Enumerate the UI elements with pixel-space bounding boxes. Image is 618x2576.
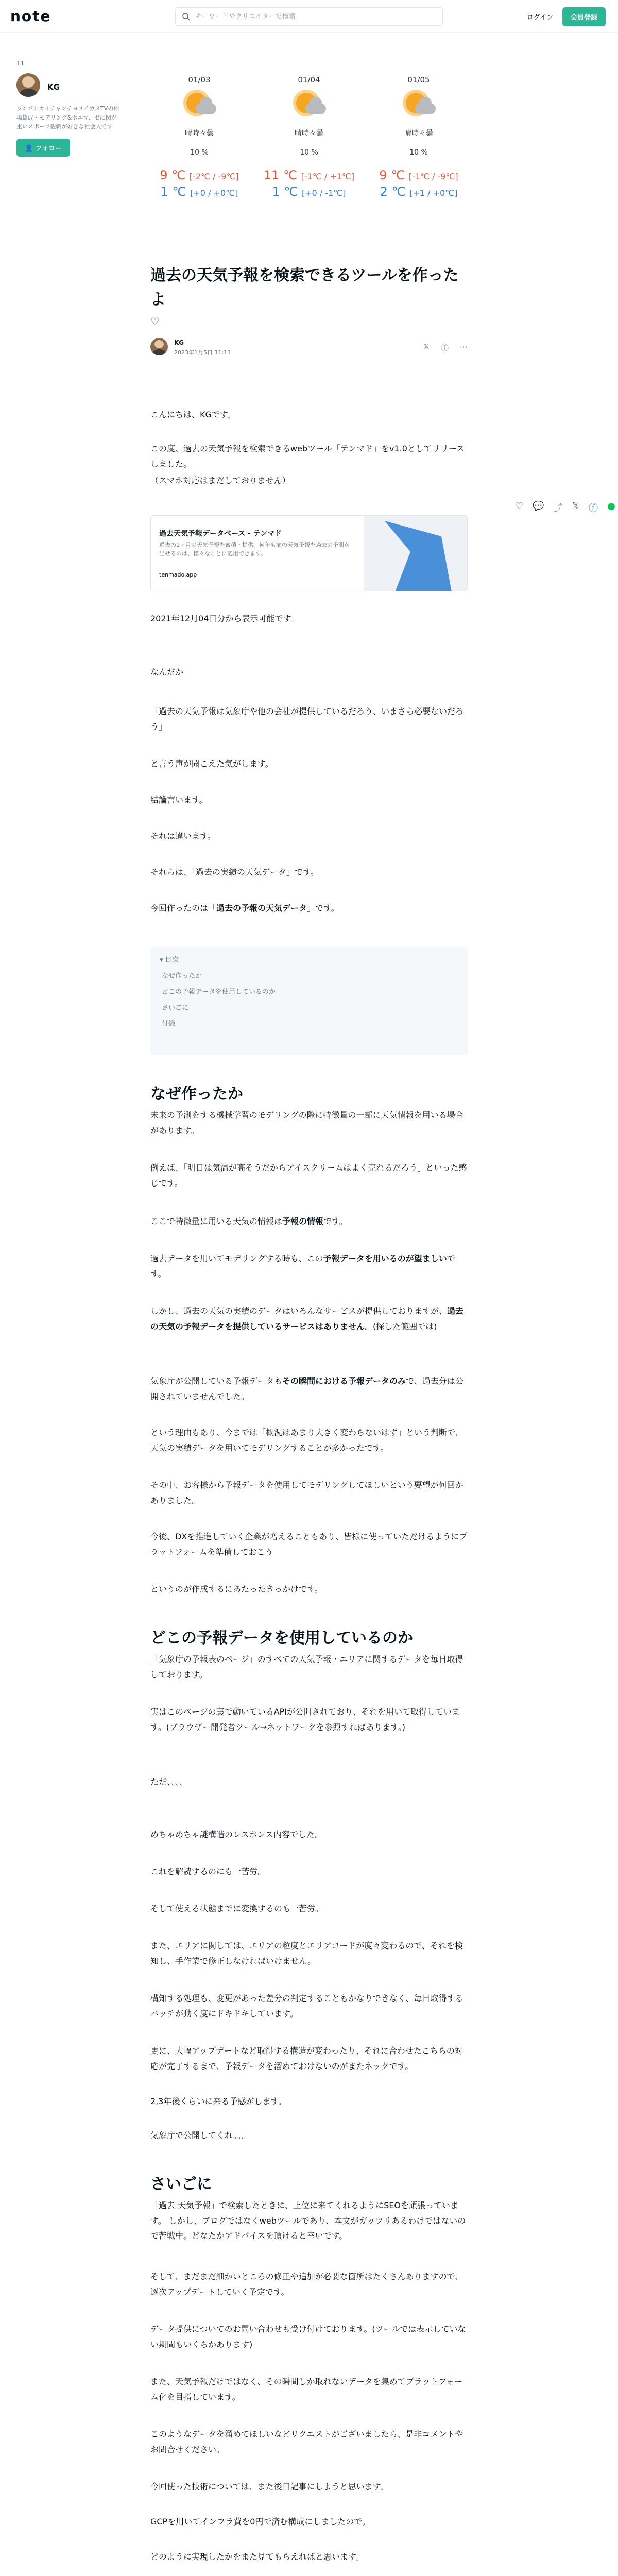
line-float-icon[interactable]: ● xyxy=(607,501,615,512)
x-share-icon[interactable]: 𝕏 xyxy=(423,342,430,351)
paragraph: 今後、DXを推進していく企業が増えることもあり、皆様に使っていただけるようにプラットフォームを準備しておこう xyxy=(150,1532,468,1557)
search-icon xyxy=(182,12,190,21)
paragraph: 更に、大幅アップデートなど取得する構造が変わったり、それに合わせたこちらの対応が完了するまで、予報データを溜めておけないのがまたネックです。 xyxy=(150,2046,463,2071)
follow-label: フォロー xyxy=(35,144,62,152)
note-logo[interactable]: note xyxy=(10,8,52,25)
paragraph: これを解読するのにも一苦労。 xyxy=(150,1867,266,1876)
search-input[interactable] xyxy=(195,13,436,21)
paragraph: その中、お客様から予報データを使用してモデリングしてほしいという要望が何回かありました。 xyxy=(150,1480,464,1505)
toc-item[interactable]: さいごに xyxy=(162,1004,189,1012)
paragraph: GCPを用いてインフラ費を0円で済む構成にしましたので。 xyxy=(150,2517,371,2527)
toc-item[interactable]: なぜ作ったか xyxy=(162,972,202,980)
author-rank: 11 xyxy=(16,60,25,67)
sunny-cloudy-icon xyxy=(401,90,437,121)
search-box[interactable] xyxy=(175,7,443,26)
toc-heading[interactable]: ▾ 目次 xyxy=(160,956,179,964)
paragraph: 「過去 天気予報」で検索したときに、上位に来てくれるようにSEOを頑張っています。 しかし、ブログではなくwebツールであり、本文がガッツリあるわけではないので苦戦中。どなたかアドバイスを頂けると幸いです。 xyxy=(150,2200,466,2241)
paragraph: めちゃめちゃ謎構造のレスポンス内容でした。 xyxy=(150,1829,323,1839)
follow-icon: 👤 xyxy=(25,144,36,152)
section-heading: どこの予報データを使用しているのか xyxy=(150,1629,413,1647)
article-title: 過去の天気予報を検索できるツールを作ったよ xyxy=(150,266,459,309)
table-of-contents xyxy=(150,947,468,1055)
weather-card xyxy=(260,72,358,221)
paragraph: 未来の予測をする機械学習のモデリングの際に特徴量の一部に天気情報を用いる場合があります。 xyxy=(150,1110,464,1136)
jma-link[interactable]: 「気象庁の予報表のページ」 xyxy=(150,1654,258,1664)
paragraph: 2021年12月04日分から表示可能です。 xyxy=(150,614,299,623)
more-icon[interactable]: ⋯ xyxy=(460,342,468,351)
sunny-cloudy-icon xyxy=(291,90,327,121)
paragraph: それらは、「過去の実績の天気データ」です。 xyxy=(150,867,319,877)
link-card-tenmado[interactable] xyxy=(150,515,468,591)
sunny-cloudy-icon xyxy=(181,90,217,121)
weather-condition: 晴時々曇 xyxy=(185,129,214,138)
toc-item[interactable]: 付録 xyxy=(162,1020,176,1028)
paragraph: そして、まだまだ細かいところの修正や追加が必要な箇所はたくさんありますので、逐次アップデートしていく予定です。 xyxy=(150,2272,464,2297)
weather-card xyxy=(370,72,468,221)
signup-button[interactable]: 会員登録 xyxy=(562,7,606,26)
link-card-domain: tenmado.app xyxy=(159,571,197,578)
paragraph: ただ、、、、 xyxy=(150,1777,188,1787)
weather-date: 01/03 xyxy=(188,75,211,84)
author-avatar[interactable] xyxy=(16,73,40,97)
toc-item[interactable]: どこの予報データを使用しているのか xyxy=(162,988,276,996)
weather-condition: 晴時々曇 xyxy=(295,129,323,138)
paragraph: このようなデータを溜めてほしいなどリクエストがございましたら、是非コメントやお問合せください。 xyxy=(150,2429,464,2454)
paragraph: なんだか xyxy=(150,667,184,677)
section-heading: さいごに xyxy=(150,2175,212,2193)
paragraph: また、天気予報だけではなく、その瞬間しか取れないデータを集めてプラットフォーム化を目指しています。 xyxy=(150,2377,463,2402)
high-temp: 9 ℃ [-1℃ / -9℃] xyxy=(379,168,458,182)
author-avatar-small[interactable] xyxy=(150,338,168,355)
link-card-desc: 過去の1ヶ月の天気予報を蓄積・提供。何年も前の天気予報を過去の予測が出せるのは、様々なことに応用できます。 xyxy=(159,541,350,557)
weather-card xyxy=(150,72,248,221)
precip-probability: 10 % xyxy=(190,148,209,157)
site-header xyxy=(0,0,618,33)
high-temp: 11 ℃ [-1℃ / +1℃] xyxy=(263,168,355,182)
weather-forecast-image xyxy=(150,72,468,221)
weather-date: 01/04 xyxy=(298,75,320,84)
paragraph: どのように実現したかをまた見てもらえればと思います。 xyxy=(150,2552,364,2562)
link-card-thumbnail xyxy=(364,516,467,591)
precip-probability: 10 % xyxy=(409,148,428,157)
share-icon[interactable]: ⤴ xyxy=(553,503,563,514)
high-temp: 9 ℃ [-2℃ / -9℃] xyxy=(160,168,239,182)
author-name[interactable]: KG xyxy=(47,82,60,92)
follow-button[interactable] xyxy=(16,139,70,157)
paragraph: この度、過去の天気予報を検索できるwebツール「テンマド」をv1.0としてリリースしました。 xyxy=(150,444,465,469)
paragraph: また、エリアに関しては、エリアの粒度とエリアコードが度々変わるので、それを検知し、手作業で修正しなければいけません。 xyxy=(150,1941,463,1966)
byline xyxy=(150,337,468,358)
paragraph: ここで特徴量に用いる天気の情報は予報の情報です。 xyxy=(150,1216,348,1226)
low-temp: 1 ℃ [+0 / +0℃] xyxy=(160,184,238,199)
facebook-share-icon[interactable]: ⓕ xyxy=(440,343,449,352)
paragraph: 結論言います。 xyxy=(150,795,208,805)
paragraph: 過去データを用いてモデリングする時も、この予報データを用いるのが望ましいです。 xyxy=(150,1253,455,1279)
paragraph: というのが作成するにあたったきっかけです。 xyxy=(150,1584,323,1594)
paragraph: という理由もあり、今までは「概況はあまり大きく変わらないはず」という判断で、天気の実績データを用いてモデリングすることが多かったです。 xyxy=(150,1428,464,1453)
byline-date: 2023年1月5日 11:11 xyxy=(174,349,231,356)
precip-probability: 10 % xyxy=(300,148,318,157)
paragraph: そして使える状態までに変換するのも一苦労。 xyxy=(150,1904,324,1913)
paragraph: 今回使った技術については、また後日記事にしようと思います。 xyxy=(150,2482,389,2492)
low-temp: 1 ℃ [+0 / -1℃] xyxy=(272,184,346,199)
paragraph: 「過去の天気予報は気象庁や他の会社が提供しているだろう、いまさら必要ないだろう」 xyxy=(150,706,464,732)
author-bio: ワンパンカイチャンチヨメイカヌTVの相場雄成・モデリング&ポエマ、ゼに関が重いスポーツ観戦が好きな社会人です xyxy=(16,105,119,130)
paragraph: 構知する処理も、変更があった差分の判定することもかなりできなく、毎日取得するバッチが動く度にドキドキしています。 xyxy=(150,1993,464,2019)
byline-author[interactable]: KG xyxy=(174,339,184,346)
x-float-icon[interactable]: 𝕏 xyxy=(572,501,580,512)
comment-icon[interactable]: 💬 xyxy=(533,501,544,512)
weather-date: 01/05 xyxy=(407,75,430,84)
login-link[interactable]: ログイン xyxy=(526,14,553,22)
facebook-float-icon[interactable]: ⓕ xyxy=(589,503,598,514)
paragraph: 実はこのページの裏で動いているAPIが公開されており、それを用いて取得しています。(ブラウザー開発者ツール→ネットワークを参照すればあります。) xyxy=(150,1707,460,1732)
like-icon[interactable]: ♡ xyxy=(150,315,160,328)
weather-condition: 晴時々曇 xyxy=(404,129,433,138)
like-float-icon[interactable]: ♡ xyxy=(515,501,524,512)
author-sidebar xyxy=(16,60,119,157)
paragraph: 例えば、「明日は気温が高そうだからアイスクリームはよく売れるだろう」といった感じです。 xyxy=(150,1163,467,1188)
paragraph: 気象庁で公開してくれ。。。 xyxy=(150,2130,250,2140)
paragraph: 「気象庁の予報表のページ」のすべての天気予報・エリアに関するデータを毎日取得しております。 xyxy=(150,1654,464,1680)
paragraph: それは違います。 xyxy=(150,831,216,841)
paragraph: と言う声が聞こえた気がします。 xyxy=(150,759,273,769)
paragraph: こんにちは、KGです。 xyxy=(150,410,236,419)
paragraph: 気象庁が公開している予報データもその瞬間における予報データのみで、過去分は公開されていませんでした。 xyxy=(150,1376,464,1401)
paragraph: （スマホ対応はまだしておりません） xyxy=(150,476,290,485)
paragraph: 今回作ったのは「過去の予報の天気データ」です。 xyxy=(150,903,339,913)
section-heading: なぜ作ったか xyxy=(150,1085,243,1103)
link-card-title: 過去天気予報データベース - テンマド xyxy=(159,530,282,538)
low-temp: 2 ℃ [+1 / +0℃] xyxy=(380,184,458,199)
paragraph: データ提供についてのお問い合わせも受け付けております。(ツールでは表示していない期間もいくらかあります) xyxy=(150,2324,466,2349)
paragraph: しかし、過去の天気の実績のデータはいろんなサービスが提供しておりますが、過去の天気の予報データを提供しているサービスはありません。(探した範囲では) xyxy=(150,1306,464,1331)
paragraph: 2,3年後くらいに来る予感がします。 xyxy=(150,2096,287,2106)
floating-actions xyxy=(515,501,615,514)
